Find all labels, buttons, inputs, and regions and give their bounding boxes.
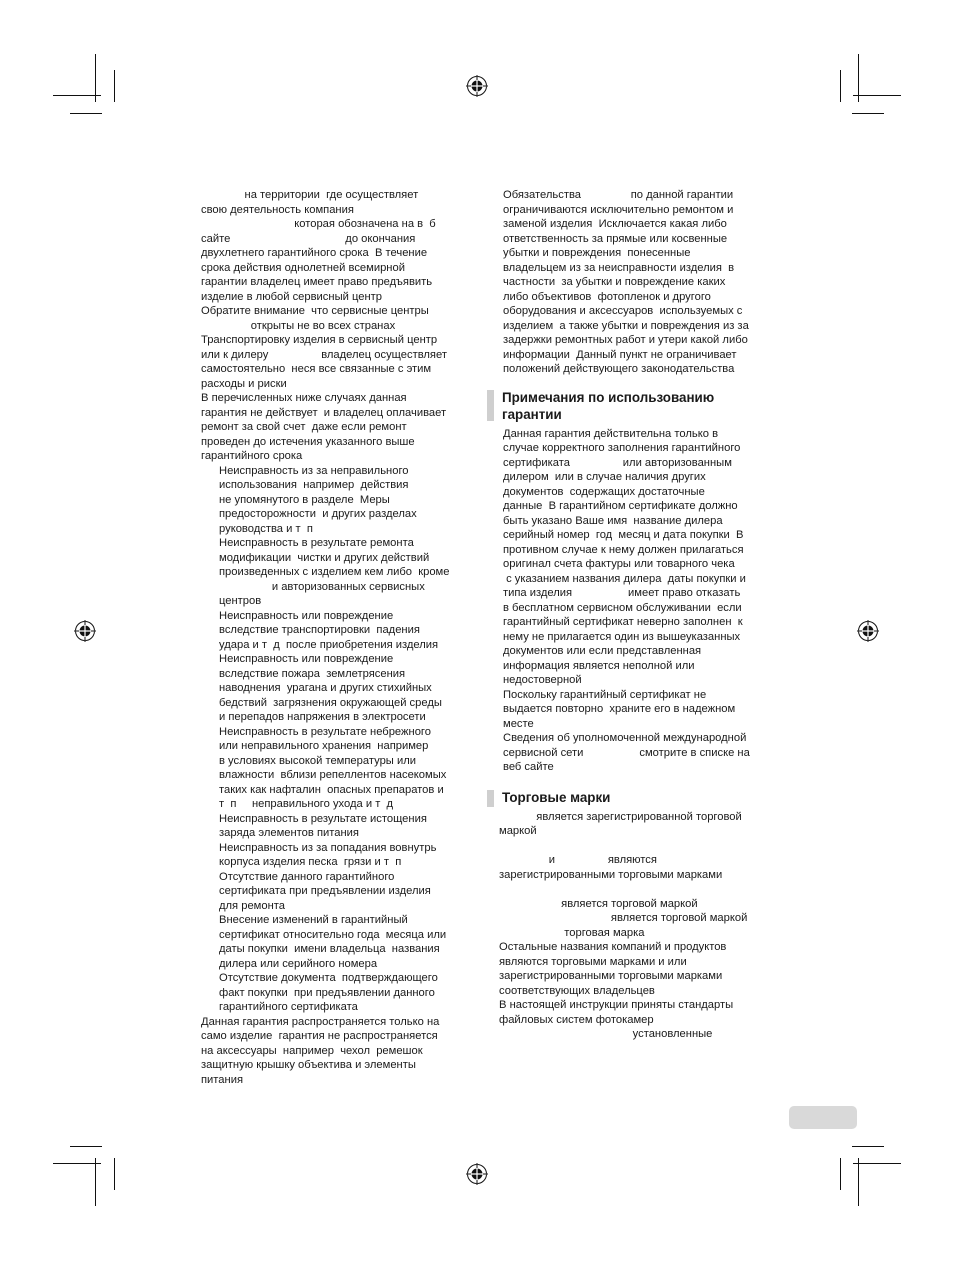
text-line: Неисправность или повреждение bbox=[219, 609, 394, 622]
text-line: ограничиваются исключительно ремонтом и bbox=[503, 203, 734, 216]
text-line: гарантии владелец имеет право предъявить bbox=[201, 276, 433, 288]
text-line: центров bbox=[219, 595, 262, 607]
page-number-tab bbox=[789, 1106, 857, 1129]
text-line bbox=[499, 839, 774, 854]
text-line: частности за убытки и повреждение каких bbox=[503, 276, 726, 288]
text-line: самостоятельно неся все связанные с этим bbox=[201, 363, 432, 375]
text-line: Транспортировку изделия в сервисный центр bbox=[201, 334, 438, 346]
text-line: владельцем из за неисправности изделия в bbox=[503, 261, 735, 274]
text-line: таких как нафталин опасных препаратов и bbox=[219, 783, 444, 796]
warranty-notes-text bbox=[499, 427, 774, 775]
text-line: открыты не во всех странах bbox=[201, 319, 396, 332]
text-line: гарантийный сертификат неверно заполнен к bbox=[503, 616, 743, 628]
crop-mark-icon bbox=[853, 95, 901, 96]
crop-mark-icon bbox=[852, 1146, 884, 1147]
text-line: корпуса изделия песка грязи и т п bbox=[219, 856, 402, 868]
registration-mark-icon bbox=[74, 620, 96, 642]
text-line: Неисправность в результате небрежного bbox=[219, 725, 431, 738]
text-line: влажности вблизи репеллентов насекомых bbox=[219, 769, 447, 781]
text-line: бедствий загрязнения окружающей среды bbox=[219, 696, 442, 709]
text-line: ответственность за прямые или косвенные bbox=[503, 232, 728, 245]
text-line: наводнения урагана и других стихийных bbox=[219, 682, 432, 694]
registration-mark-icon bbox=[466, 1163, 488, 1185]
text-line: В настоящей инструкции приняты стандарты bbox=[499, 999, 734, 1011]
text-line: документов содержащих достаточные bbox=[503, 485, 705, 498]
crop-mark-icon bbox=[840, 70, 841, 102]
text-line: дилером или в случае наличия других bbox=[503, 471, 706, 483]
text-line: в бесплатном сервисном обслуживании если bbox=[503, 601, 742, 614]
trademarks-text bbox=[499, 810, 774, 1042]
text-line: информации Данный пункт не ограничивает bbox=[503, 348, 737, 361]
text-line: недостоверной bbox=[503, 674, 582, 686]
text-line: сертификат относительно года месяца или bbox=[219, 928, 447, 941]
text-line: защитную крышку объектива и элементы bbox=[201, 1059, 416, 1071]
text-line: месте bbox=[503, 717, 534, 730]
text-line: ремонт за свой счет даже если ремонт bbox=[201, 421, 407, 433]
text-line: противном случае к нему должен прилагаться bbox=[503, 543, 744, 556]
text-line: быть указано Ваше имя название дилера bbox=[503, 514, 723, 527]
text-line: двухлетнего гарантийного срока В течение bbox=[201, 247, 428, 259]
text-line: убытки и повреждения понесенные bbox=[503, 247, 691, 259]
text-line: и являются bbox=[499, 854, 657, 866]
text-line: зарегистрированными торговыми марками bbox=[499, 868, 723, 881]
text-line: Обязательства по данной гарантии bbox=[503, 189, 734, 201]
text-line: Отсутствие документа подтверждающего bbox=[219, 972, 438, 984]
text-line: Неисправность из за попадания вовнутрь bbox=[219, 841, 437, 854]
text-line: в условиях высокой температуры или bbox=[219, 754, 416, 767]
text-line: В перечисленных ниже случаях данная bbox=[201, 392, 407, 404]
text-line: предосторожности и других разделах bbox=[219, 508, 417, 520]
text-line: файловых систем фотокамер bbox=[499, 1013, 654, 1026]
text-line: не упомянутого в разделе Меры bbox=[219, 493, 390, 506]
text-line: выдается повторно храните его в надежном bbox=[503, 703, 736, 715]
warranty-notes-heading: Примечания по использованию гарантии bbox=[499, 389, 774, 423]
text-line bbox=[499, 882, 774, 897]
crop-mark-icon bbox=[852, 113, 884, 114]
crop-mark-icon bbox=[53, 1163, 101, 1164]
text-line: Сведения об уполномоченной международной bbox=[503, 732, 747, 744]
crop-mark-icon bbox=[114, 70, 115, 102]
crop-mark-icon bbox=[95, 1158, 96, 1206]
text-line: вследствие пожара землетрясения bbox=[219, 667, 406, 680]
text-line: руководства и т п bbox=[219, 522, 313, 535]
crop-mark-icon bbox=[853, 1163, 901, 1164]
text-line: маркой bbox=[499, 825, 537, 837]
text-line: питания bbox=[201, 1073, 244, 1086]
text-line: Данная гарантия действительна только в bbox=[503, 427, 719, 440]
text-line: серийный номер год месяц и дата покупки В bbox=[503, 529, 744, 541]
text-line: даты покупки имени владельца названия bbox=[219, 943, 440, 955]
text-line: задержки ремонтных работ и утери какой либо bbox=[503, 334, 748, 346]
text-line: является торговой маркой bbox=[499, 912, 748, 924]
crop-mark-icon bbox=[858, 1158, 859, 1206]
text-line: срока действия однолетней всемирной bbox=[201, 261, 405, 274]
crop-mark-icon bbox=[840, 1158, 841, 1190]
text-line: Неисправность из за неправильного bbox=[219, 464, 409, 477]
text-line: Поскольку гарантийный сертификат не bbox=[503, 688, 707, 701]
text-line: торговая марка bbox=[499, 926, 645, 939]
text-line: с указанием названия дилера даты покупки и bbox=[503, 572, 746, 585]
crop-mark-icon bbox=[70, 1146, 102, 1147]
text-line: удара и т д после приобретения изделия bbox=[219, 638, 439, 651]
text-line: заменой изделия Исключается какая либо bbox=[503, 218, 727, 230]
text-line: Неисправность в результате истощения bbox=[219, 812, 427, 825]
text-line: положений действующего законодательства bbox=[503, 363, 735, 375]
text-line: информация является неполной или bbox=[503, 659, 695, 672]
text-line: гарантийного срока bbox=[201, 450, 303, 462]
registration-mark-icon bbox=[466, 75, 488, 97]
text-line: на территории где осуществляет bbox=[201, 189, 419, 201]
text-line: модификации чистки и других действий bbox=[219, 551, 430, 564]
text-line: сертификата или авторизованным bbox=[503, 456, 732, 469]
text-line: произведенных с изделием кем либо кроме bbox=[219, 566, 450, 578]
text-line: использования например действия bbox=[219, 479, 409, 491]
text-line: расходы и риски bbox=[201, 377, 287, 390]
text-line: факт покупки при предъявлении данного bbox=[219, 986, 435, 999]
text-line: сайте до окончания bbox=[201, 232, 416, 245]
text-line: свою деятельность компания bbox=[201, 203, 354, 216]
text-line: вследствие транспортировки падения bbox=[219, 624, 420, 636]
text-line: и перепадов напряжения в электросети bbox=[219, 711, 426, 723]
text-line: изделием а также убытки и повреждения из за bbox=[503, 319, 749, 332]
text-line: нему не прилагается один из вышеуказанных bbox=[503, 630, 741, 643]
text-line: само изделие гарантия не распространяется bbox=[201, 1030, 438, 1042]
text-line: или к дилеру владелец осуществляет bbox=[201, 348, 447, 361]
text-line: веб сайте bbox=[503, 761, 554, 773]
text-line: оригинал счета фактуры или товарного чека bbox=[503, 558, 735, 570]
text-line: является торговой маркой bbox=[499, 897, 698, 910]
text-line: изделие в любой сервисный центр bbox=[201, 290, 383, 303]
text-line: Обратите внимание что сервисные центры bbox=[201, 305, 429, 317]
text-line: и авторизованных сервисных bbox=[219, 580, 425, 593]
text-line: т п неправильного ухода и т д bbox=[219, 798, 394, 810]
registration-mark-icon bbox=[857, 620, 879, 642]
left-column bbox=[201, 188, 471, 1087]
crop-mark-icon bbox=[114, 1158, 115, 1190]
text-line: случае корректного заполнения гарантийного bbox=[503, 442, 741, 454]
text-line: установленные bbox=[499, 1028, 713, 1040]
text-line: зарегистрированными торговыми марками bbox=[499, 970, 723, 982]
text-line: сервисной сети смотрите в списке на bbox=[503, 746, 750, 759]
text-line: Неисправность в результате ремонта bbox=[219, 537, 414, 549]
text-line: дилера или серийного номера bbox=[219, 957, 378, 970]
text-line: Внесение изменений в гарантийный bbox=[219, 914, 408, 926]
text-line: Данная гарантия распространяется только на bbox=[201, 1015, 440, 1028]
crop-mark-icon bbox=[70, 113, 102, 114]
text-line: документов или если представленная bbox=[503, 645, 702, 657]
text-line: данные В гарантийном сертификате должно bbox=[503, 500, 738, 512]
text-line: Остальные названия компаний и продуктов bbox=[499, 941, 727, 953]
liability-paragraph bbox=[499, 188, 774, 377]
text-line: которая обозначена на в б bbox=[201, 218, 436, 230]
trademarks-heading: Торговые марки bbox=[499, 789, 774, 806]
text-line: являются торговыми марками и или bbox=[499, 955, 687, 968]
text-line: проведен до истечения указанного выше bbox=[201, 435, 415, 448]
text-line: соответствующих владельцев bbox=[499, 984, 655, 997]
text-line: для ремонта bbox=[219, 899, 285, 912]
crop-mark-icon bbox=[53, 95, 101, 96]
text-line: сертификата при предъявлении изделия bbox=[219, 885, 431, 897]
text-line: оборудования и аксессуаров используемых с bbox=[503, 305, 743, 317]
text-line: гарантия не действует и владелец оплачивает bbox=[201, 406, 447, 419]
text-line: или неправильного хранения например bbox=[219, 740, 429, 752]
text-line: Неисправность или повреждение bbox=[219, 653, 394, 665]
text-line: гарантийного сертификата bbox=[219, 1001, 358, 1013]
text-line: Отсутствие данного гарантийного bbox=[219, 870, 395, 883]
text-line: либо объективов фотопленок и другого bbox=[503, 290, 711, 303]
text-line: заряда элементов питания bbox=[219, 827, 359, 839]
right-column bbox=[499, 188, 774, 1042]
text-line: является зарегистрированной торговой bbox=[499, 810, 742, 823]
text-line: типа изделия имеет право отказать bbox=[503, 587, 741, 599]
text-line: на аксессуары например чехол ремешок bbox=[201, 1044, 423, 1057]
